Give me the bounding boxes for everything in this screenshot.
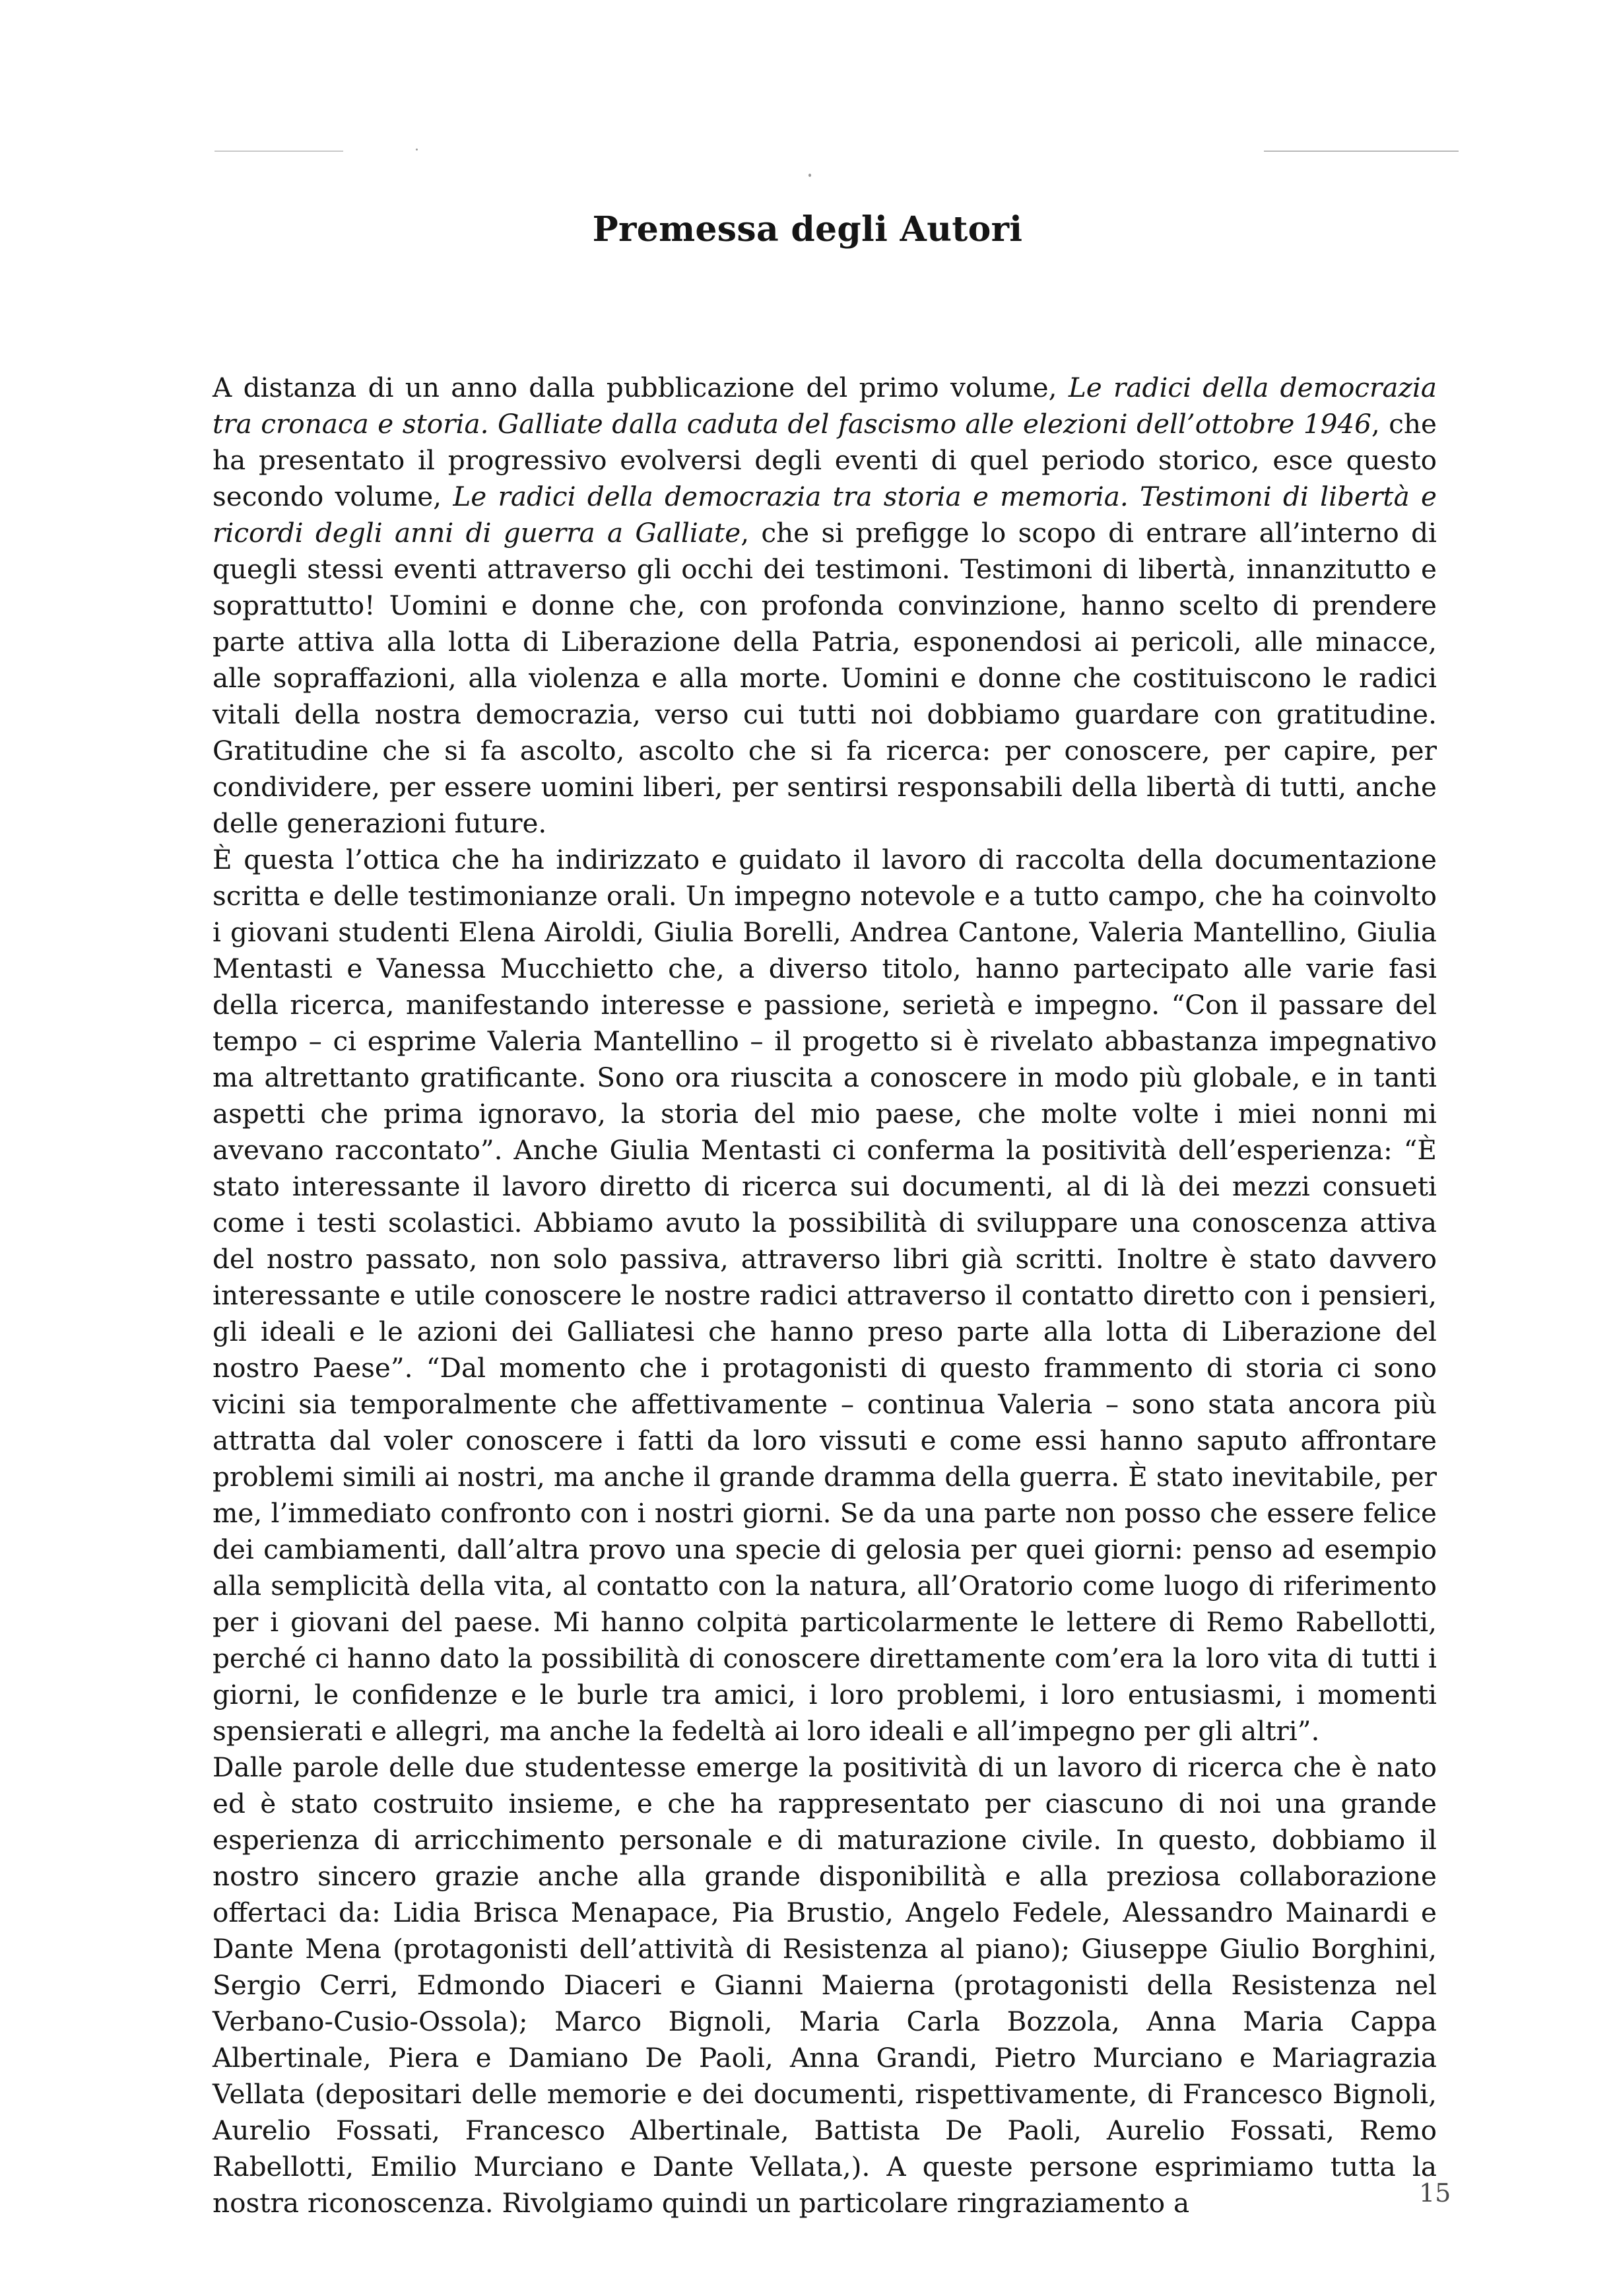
page-number: 15: [1419, 2178, 1451, 2208]
paragraph: [213, 842, 1437, 1749]
book-title-italic: Le radici della democrazia tra cronaca e storia. Galliate dalla caduta del fascismo alle elezioni dell’ottobre 1946: [213, 372, 1437, 440]
scan-speck: [416, 149, 418, 151]
body-text: [213, 370, 1437, 2221]
text-segment: È questa l’ottica che ha indirizzato e guidato il lavoro di raccolta della documentazione scritta e delle testimonianze orali. Un impegno notevole e a tutto campo, che ha coinvolto i giovani studenti Elena Airoldi, Giulia Borelli, Andrea Cantone, Valeria Mantellino, Giulia Mentasti e Vanessa Mucchietto che, a diverso titolo, hanno partecipato alle varie fasi della ricerca, manifestando interesse e passione, serietà e impegno. “Con il passare del tempo – ci esprime Valeria Mantellino – il progetto si è rivelato abbastanza impegnativo ma altrettanto gratificante. Sono ora riuscita a conoscere in modo più globale, e in tanti aspetti che prima ignoravo, la storia del mio paese, che molte volte i miei nonni mi avevano raccontato”. Anche Giulia Mentasti ci conferma la positività dell’esperienza: “È stato interessante il lavoro diretto di ricerca sui documenti, al di là dei mezzi consueti come i testi scolastici. Abbiamo avuto la possibilità di sviluppare una conoscenza attiva del nostro passato, non solo passiva, attraverso libri già scritti. Inoltre è stato davvero interessante e utile conoscere le nostre radici attraverso il contatto diretto con i pensieri, gli ideali e le azioni dei Galliatesi che hanno preso parte alla lotta di Liberazione del nostro Paese”. “Dal momento che i protagonisti di questo frammento di storia ci sono vicini sia temporalmente che affettivamente – continua Valeria – sono stata ancora più attratta dal voler conoscere i fatti da loro vissuti e come essi hanno saputo affrontare problemi simili ai nostri, ma anche il grande dramma della guerra. È stato inevitabile, per me, l’immediato confronto con i nostri giorni. Se da una parte non posso che essere felice dei cambiamenti, dall’altra provo una specie di gelosia per quei giorni: penso ad esempio alla semplicità della vita, al contatto con la natura, all’Oratorio come luogo di riferimento per i giovani del paese. Mi hanno colpita particolarmente le lettere di Remo Rabellotti, perché ci hanno dato la possibilità di conoscere direttamente com’era la loro vita di tutti i giorni, le confidenze e le burle tra amici, i loro problemi, i loro entusiasmi, i momenti spensierati e allegri, ma anche la fedeltà ai loro ideali e all’impegno per gli altri”.: [213, 844, 1437, 1747]
paragraph: [213, 370, 1437, 842]
scan-header-line-right: [1264, 151, 1459, 152]
text-segment: A distanza di un anno dalla pubblicazione del primo volume,: [213, 372, 1069, 403]
paragraph: [213, 1749, 1437, 2221]
scan-speck: [808, 174, 811, 177]
text-segment: , che ha presentato il progressivo evolversi degli eventi di quel periodo storico, esce questo secondo volume,: [213, 408, 1437, 512]
book-title-italic: Le radici della democrazia tra storia e memoria. Testimoni di libertà e ricordi degli anni di guerra a Galliate: [213, 481, 1437, 549]
text-segment: Dalle parole delle due studentesse emerge la positività di un lavoro di ricerca che è nato ed è stato costruito insieme, e che ha rappresentato per ciascuno di noi una grande esperienza di arricchimento personale e di maturazione civile. In questo, dobbiamo il nostro sincero grazie anche alla grande disponibilità e alla preziosa collaborazione offertaci da: Lidia Brisca Menapace, Pia Brustio, Angelo Fedele, Alessandro Mainardi e Dante Mena (protagonisti dell’attività di Resistenza al piano); Giuseppe Giulio Borghini, Sergio Cerri, Edmondo Diaceri e Gianni Maierna (protagonisti della Resistenza nel Verbano-Cusio-Ossola); Marco Bignoli, Maria Carla Bozzola, Anna Maria Cappa Albertinale, Piera e Damiano De Paoli, Anna Grandi, Pietro Murciano e Mariagrazia Vellata (depositari delle memorie e dei documenti, rispettivamente, di Francesco Bignoli, Aurelio Fossati, Francesco Albertinale, Battista De Paoli, Aurelio Fossati, Remo Rabellotti, Emilio Murciano e Dante Vellata,). A queste persone esprimiamo tutta la nostra riconoscenza. Rivolgiamo quindi un particolare ringraziamento a: [213, 1751, 1437, 2219]
scan-header-line-left: [214, 151, 343, 152]
page-title: Premessa degli Autori: [592, 209, 1023, 250]
text-segment: , che si prefigge lo scopo di entrare all’interno di quegli stessi eventi attraverso gli occhi dei testimoni. Testimoni di libertà, innanzitutto e soprattutto! Uomini e donne che, con profonda convinzione, hanno scelto di prendere parte attiva alla lotta di Liberazione della Patria, esponendosi ai pericoli, alle minacce, alle sopraffazioni, alla violenza e alla morte. Uomini e donne che costituiscono le radici vitali della nostra democrazia, verso cui tutti noi dobbiamo guardare con gratitudine. Gratitudine che si fa ascolto, ascolto che si fa ricerca: per conoscere, per capire, per condividere, per essere uomini liberi, per sentirsi responsabili della libertà di tutti, anche delle generazioni future.: [213, 517, 1437, 839]
